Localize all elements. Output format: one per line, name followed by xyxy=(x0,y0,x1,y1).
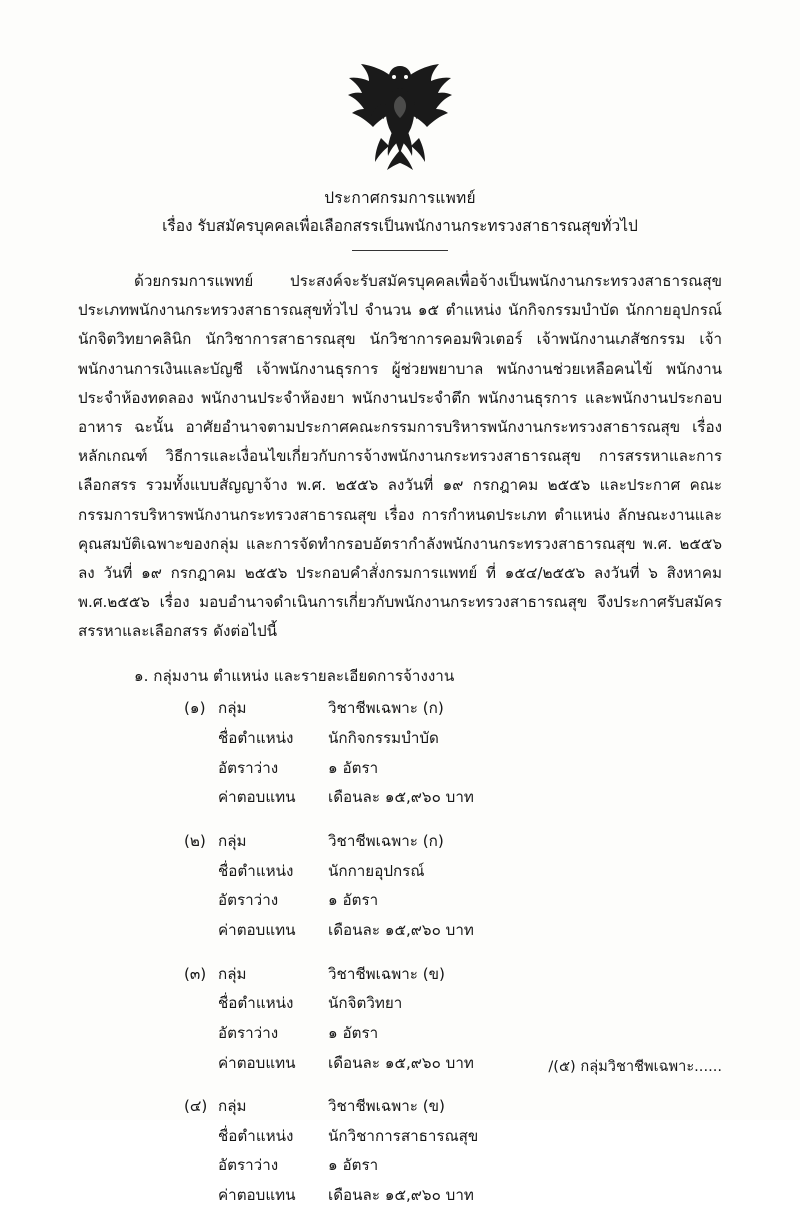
vacancy-value: ๑ อัตรา xyxy=(328,758,379,777)
group-label: กลุ่ม xyxy=(218,832,247,851)
salary-label: ค่าตอบแทน xyxy=(218,788,296,807)
group-row-salary xyxy=(184,1181,722,1211)
group-row-vacancy xyxy=(184,886,722,916)
group-number: (๑) xyxy=(184,699,206,718)
garuda-emblem xyxy=(345,54,455,172)
group-label: กลุ่ม xyxy=(218,699,247,718)
salary-value: เดือนละ ๑๕,๙๖๐ บาท xyxy=(328,920,474,939)
body-text-block xyxy=(78,267,722,646)
group-label: กลุ่ม xyxy=(218,1097,247,1116)
group-row-group xyxy=(184,827,722,857)
position-value: นักจิตวิทยา xyxy=(328,994,403,1013)
group-row-position xyxy=(184,724,722,754)
salary-label: ค่าตอบแทน xyxy=(218,920,296,939)
divider-container xyxy=(78,250,722,251)
position-label: ชื่อตำแหน่ง xyxy=(218,729,294,748)
vacancy-label: อัตราว่าง xyxy=(218,758,279,777)
group-row-salary xyxy=(184,783,722,813)
group-list xyxy=(78,694,722,1210)
group-row-group xyxy=(184,960,722,990)
position-label: ชื่อตำแหน่ง xyxy=(218,994,294,1013)
document-title-block xyxy=(78,186,722,238)
group-row-position xyxy=(184,1122,722,1152)
group-item xyxy=(78,827,722,946)
group-row-group xyxy=(184,1092,722,1122)
group-number: (๒) xyxy=(184,832,206,851)
position-label: ชื่อตำแหน่ง xyxy=(218,1126,294,1145)
intro-paragraph-text: ด้วยกรมการแพทย์ ประสงค์จะรับสมัครบุคคลเพื่อจ้างเป็นพนักงานกระทรวงสาธารณสุข ประเภทพนักงานกระทรวงสาธารณสุขทั่วไป จำนวน ๑๕ ตำแหน่ง นักกิจกรรมบำบัด นักกายอุปกรณ์ นักจิตวิทยาคลินิก นักวิชาการสาธารณสุข นักวิชาการคอมพิวเตอร์ เจ้าพนักงานเภสัชกรรม เจ้าพนักงานการเงินและบัญชี เจ้าพนักงานธุรการ ผู้ช่วยพยาบาล พนักงานช่วยเหลือคนไข้ พนักงานประจำห้องทดลอง พนักงานประจำห้องยา พนักงานประจำตึก พนักงานธุรการ และพนักงานประกอบอาหาร ฉะนั้น อาศัยอำนาจตามประกาศคณะกรรมการบริหารพนักงานกระทรวงสาธารณสุข เรื่อง หลักเกณฑ์ วิธีการและเงื่อนไขเกี่ยวกับการจ้างพนักงานกระทรวงสาธารณสุข การสรรหาและการเลือกสรร รวมทั้งแบบสัญญาจ้าง พ.ศ. ๒๕๕๖ ลงวันที่ ๑๙ กรกฎาคม ๒๕๕๖ และประกาศ คณะกรรมการบริหารพนักงานกระทรวงสาธารณสุข เรื่อง การกำหนดประเภท ตำแหน่ง ลักษณะงานและคุณสมบัติเฉพาะของกลุ่ม และการจัดทำกรอบอัตรากำลังพนักงานกระทรวงสาธารณสุข พ.ศ. ๒๕๕๖ ลง วันที่ ๑๙ กรกฎาคม ๒๕๕๖ ประกอบคำสั่งกรมการแพทย์ ที่ ๑๕๔/๒๕๕๖ ลงวันที่ ๖ สิงหาคม พ.ศ.๒๕๕๖ เรื่อง มอบอำนาจดำเนินการเกี่ยวกับพนักงานกระทรวงสาธารณสุข จึงประกาศรับสมัครสรรหาและเลือกสรร ดังต่อไปนี้ xyxy=(78,272,723,641)
vacancy-label: อัตราว่าง xyxy=(218,891,279,910)
continuation-note: /(๕) กลุ่มวิชาชีพเฉพาะ...... xyxy=(548,1058,722,1075)
group-value: วิชาชีพเฉพาะ (ก) xyxy=(328,699,444,718)
position-value: นักวิชาการสาธารณสุข xyxy=(328,1126,479,1145)
salary-label: ค่าตอบแทน xyxy=(218,1053,296,1072)
salary-label: ค่าตอบแทน xyxy=(218,1186,296,1205)
position-label: ชื่อตำแหน่ง xyxy=(218,861,294,880)
group-row-position xyxy=(184,857,722,887)
group-number: (๓) xyxy=(184,964,207,983)
vacancy-value: ๑ อัตรา xyxy=(328,1156,379,1175)
group-row-salary xyxy=(184,916,722,946)
group-number: (๔) xyxy=(184,1097,208,1116)
vacancy-value: ๑ อัตรา xyxy=(328,1023,379,1042)
vacancy-value: ๑ อัตรา xyxy=(328,891,379,910)
intro-paragraph xyxy=(78,267,722,646)
salary-value: เดือนละ ๑๕,๙๖๐ บาท xyxy=(328,1186,474,1205)
salary-value: เดือนละ ๑๕,๙๖๐ บาท xyxy=(328,788,474,807)
horizontal-rule xyxy=(352,250,448,251)
section-heading: ๑. กลุ่มงาน ตำแหน่ง และรายละเอียดการจ้างงาน xyxy=(134,667,455,686)
emblem-container xyxy=(78,54,722,172)
group-value: วิชาชีพเฉพาะ (ก) xyxy=(328,832,444,851)
announcement-subject: เรื่อง รับสมัครบุคคลเพื่อเลือกสรรเป็นพนักงานกระทรวงสาธารณสุขทั่วไป xyxy=(162,217,638,236)
position-value: นักกายอุปกรณ์ xyxy=(328,861,425,880)
group-row-vacancy xyxy=(184,1151,722,1181)
group-row-position xyxy=(184,989,722,1019)
group-row-vacancy xyxy=(184,1019,722,1049)
vacancy-label: อัตราว่าง xyxy=(218,1023,279,1042)
vacancy-label: อัตราว่าง xyxy=(218,1156,279,1175)
group-label: กลุ่ม xyxy=(218,964,247,983)
group-value: วิชาชีพเฉพาะ (ข) xyxy=(328,964,445,983)
position-value: นักกิจกรรมบำบัด xyxy=(328,729,439,748)
salary-value: เดือนละ ๑๕,๙๖๐ บาท xyxy=(328,1053,474,1072)
group-row-vacancy xyxy=(184,754,722,784)
group-value: วิชาชีพเฉพาะ (ข) xyxy=(328,1097,445,1116)
group-item xyxy=(78,694,722,813)
group-item xyxy=(78,1092,722,1211)
group-row-group xyxy=(184,694,722,724)
announcement-title: ประกาศกรมการแพทย์ xyxy=(324,189,476,207)
